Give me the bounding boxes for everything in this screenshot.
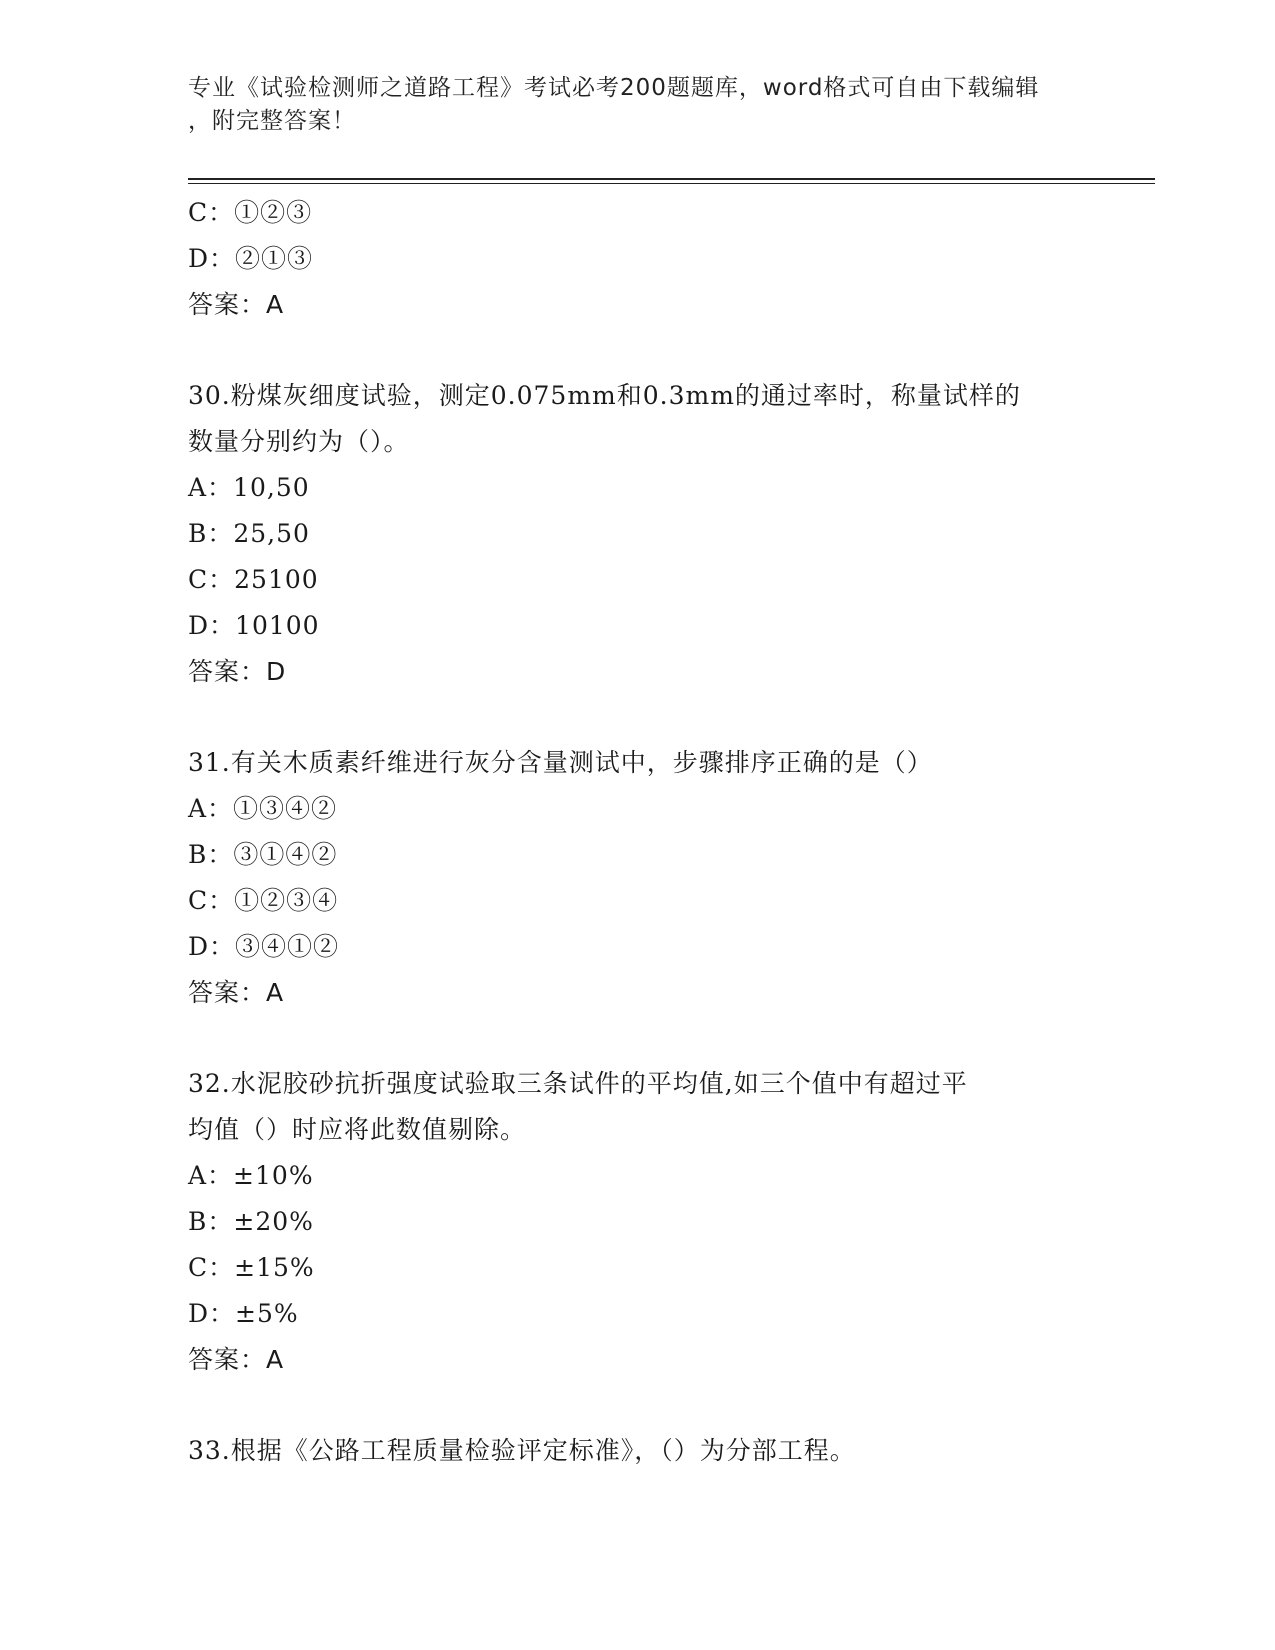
option-d: D：10100 xyxy=(188,611,320,640)
option-b: B：25,50 xyxy=(188,519,310,548)
question-spacer xyxy=(188,328,1088,373)
answer-line: 答案：A xyxy=(188,1345,285,1374)
question-32 xyxy=(188,1061,1088,1383)
question-spacer xyxy=(188,1016,1088,1061)
answer-line: 答案：D xyxy=(188,657,287,686)
option-d: D：②①③ xyxy=(188,244,314,273)
question-spacer xyxy=(188,695,1088,740)
option-a: A：±10% xyxy=(188,1161,314,1190)
question-33 xyxy=(188,1428,1088,1474)
question-text-line: 30.粉煤灰细度试验，测定0.075mm和0.3mm的通过率时，称量试样的 xyxy=(188,381,1021,410)
option-d: D：③④①② xyxy=(188,932,340,961)
question-text-line: 数量分别约为（）。 xyxy=(188,427,410,456)
question-30 xyxy=(188,373,1088,695)
answer-line: 答案：A xyxy=(188,290,285,319)
header-rule-thick xyxy=(188,178,1155,180)
option-c: C：①②③④ xyxy=(188,886,339,915)
question-spacer xyxy=(188,1383,1088,1428)
option-b: B：±20% xyxy=(188,1207,314,1236)
option-c: C：25100 xyxy=(188,565,319,594)
option-c: C：①②③ xyxy=(188,198,313,227)
option-d: D：±5% xyxy=(188,1299,299,1328)
question-text-line: 32.水泥胶砂抗折强度试验取三条试件的平均值,如三个值中有超过平 xyxy=(188,1069,968,1098)
answer-line: 答案：A xyxy=(188,978,285,1007)
option-a: A：10,50 xyxy=(188,473,310,502)
question-text-line: 31.有关木质素纤维进行灰分含量测试中，步骤排序正确的是（） xyxy=(188,748,933,777)
option-c: C：±15% xyxy=(188,1253,315,1282)
question-text-line: 33.根据《公路工程质量检验评定标准》，（）为分部工程。 xyxy=(188,1436,856,1465)
question-text-line: 均值（）时应将此数值剔除。 xyxy=(188,1115,527,1144)
question-29-tail xyxy=(188,190,1088,328)
question-31 xyxy=(188,740,1088,1016)
page-header xyxy=(188,72,1088,138)
option-b: B：③①④② xyxy=(188,840,338,869)
option-a: A：①③④② xyxy=(188,794,338,823)
header-title-line-2: ，附完整答案！ xyxy=(188,108,356,134)
header-rule-thin xyxy=(188,183,1155,184)
header-title-line-1: 专业《试验检测师之道路工程》考试必考200题题库，word格式可自由下载编辑 xyxy=(188,75,1040,101)
question-list xyxy=(188,190,1088,1474)
